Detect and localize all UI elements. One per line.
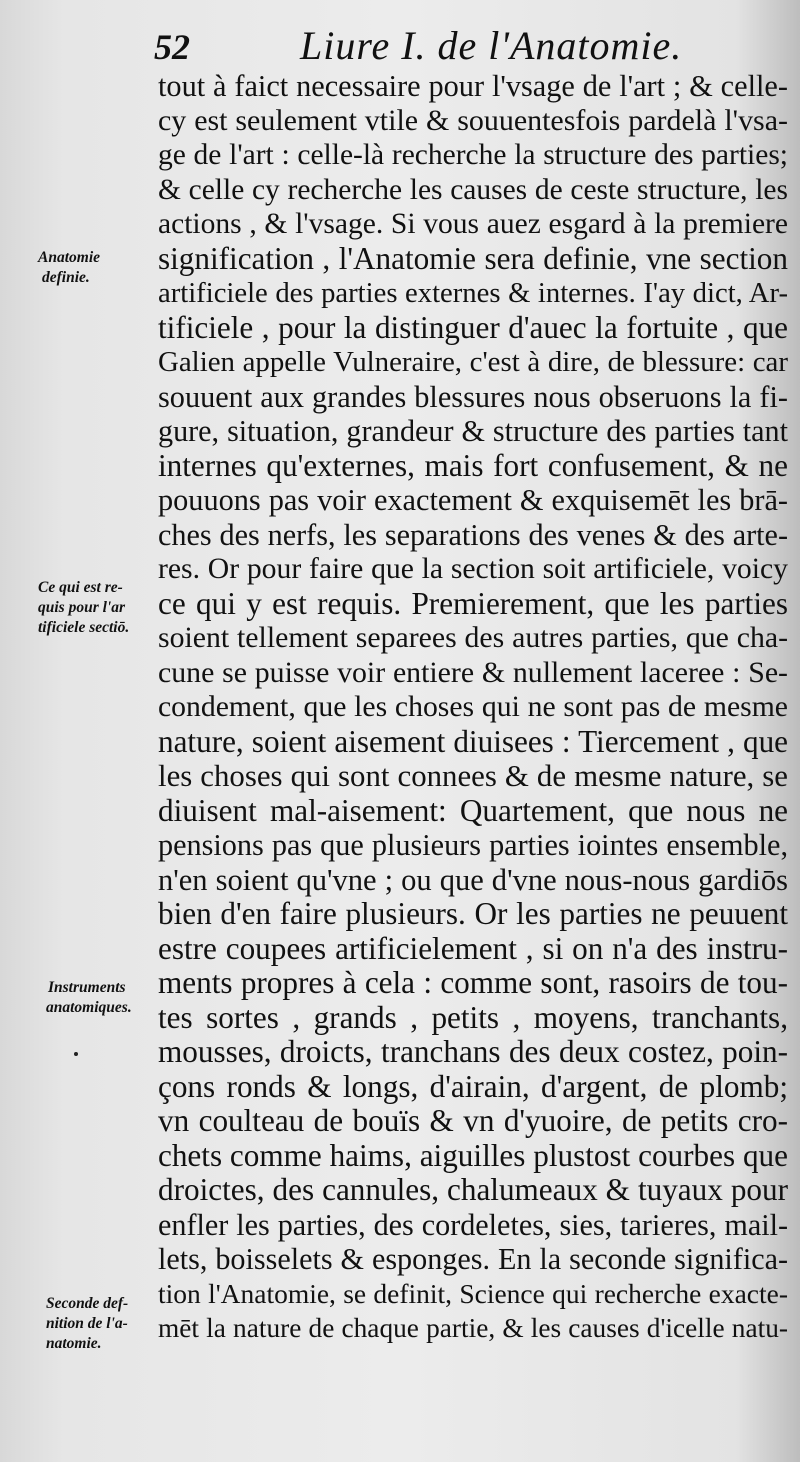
text-line: ches des nerfs, les separations des venes & des arte- bbox=[158, 517, 788, 552]
ink-dot bbox=[74, 1052, 78, 1056]
text-line: tion l'Anatomie, se definit, Science qui recherche exacte- bbox=[158, 1278, 788, 1309]
text-line: enfler les parties, des cordeletes, sies, tarieres, mail- bbox=[158, 1207, 788, 1242]
text-line: vn coulteau de bouïs & vn d'yuoire, de petits cro- bbox=[158, 1103, 788, 1138]
sidenote-line: Instruments bbox=[48, 979, 126, 996]
text-line: tes sortes , grands , petits , moyens, tranchants, bbox=[158, 999, 788, 1035]
text-line: internes qu'externes, mais fort confusement, & ne bbox=[158, 447, 788, 483]
text-line: cy est seulement vtile & souuentesfois pardelà l'vsa- bbox=[158, 103, 788, 137]
text-line: ments propres à cela : comme sont, rasoirs de tou- bbox=[158, 965, 788, 1000]
sidenote-line: quis pour l'ar bbox=[38, 599, 126, 616]
text-line: les choses qui sont connees & de mesme nature, se bbox=[158, 759, 788, 793]
text-line: diuisent mal-aisement: Quartement, que nous ne bbox=[158, 792, 788, 828]
text-line: tout à faict necessaire pour l'vsage de l'art ; & celle- bbox=[158, 69, 788, 103]
text-line: mēt la nature de chaque partie, & les causes d'icelle natu- bbox=[158, 1313, 788, 1343]
text-line: droictes, des cannules, chalumeaux & tuyaux pour bbox=[158, 1172, 788, 1207]
sidenote-line: anatomiques. bbox=[46, 999, 132, 1016]
text-line: pensions pas que plusieurs parties iointes ensemble, bbox=[158, 828, 788, 862]
sidenote-line: tificiele sectiō. bbox=[38, 619, 130, 636]
text-line: cune se puisse voir entiere & nullement laceree : Se- bbox=[158, 655, 788, 689]
text-line: estre coupees artificielement , si on n'a des instru- bbox=[158, 930, 788, 966]
sidenote-line: Anatomie bbox=[38, 249, 101, 266]
text-line: condement, que les choses qui ne sont pas de mesme bbox=[158, 691, 788, 723]
sidenote-line: Seconde def- bbox=[46, 1295, 129, 1312]
text-line: tificiele , pour la distinguer d'auec la fortuite , que bbox=[158, 309, 788, 345]
text-line: actions , & l'vsage. Si vous auez esgard à la premiere bbox=[158, 208, 788, 240]
sidenote-anatomie-definie bbox=[38, 248, 166, 288]
text-line: artificiele des parties externes & internes. I'ay dict, Ar- bbox=[158, 277, 788, 309]
sidenote-seconde-definition bbox=[38, 1294, 166, 1354]
running-head bbox=[150, 22, 683, 72]
text-line: ge de l'art : celle-là recherche la structure des parties; bbox=[158, 139, 788, 171]
text-line: pouuons pas voir exactement & exquisemēt les brā- bbox=[158, 483, 788, 517]
page-number: 52 bbox=[154, 27, 190, 67]
running-title: Liure I. de l'Anatomie. bbox=[300, 23, 683, 68]
text-line: n'en soient qu'vne ; ou que d'vne nous-nous gardiōs bbox=[158, 862, 788, 897]
text-line: signification , l'Anatomie sera definie, vne section bbox=[158, 240, 788, 276]
sidenote-ce-qui-est-requis bbox=[38, 578, 166, 638]
text-line: bien d'en faire plusieurs. Or les parties ne peuuent bbox=[158, 896, 788, 931]
sidenote-line: natomie. bbox=[46, 1335, 102, 1352]
sidenote-line: Ce qui est re- bbox=[38, 579, 123, 596]
sidenote-instruments-anatomiques bbox=[38, 978, 166, 1018]
sidenote-line: nition de l'a- bbox=[46, 1315, 128, 1332]
text-line: mousses, droicts, tranchans des deux costez, poin- bbox=[158, 1034, 788, 1069]
text-line: Galien appelle Vulneraire, c'est à dire, de blessure: car bbox=[158, 346, 788, 378]
text-line: nature, soient aisement diuisees : Tiercement , que bbox=[158, 723, 788, 759]
text-line: ce qui y est requis. Premierement, que les parties bbox=[158, 585, 788, 621]
text-line: çons ronds & longs, d'airain, d'argent, de plomb; bbox=[158, 1068, 788, 1104]
text-line: res. Or pour faire que la section soit artificiele, voicy bbox=[158, 553, 788, 585]
text-line: gure, situation, grandeur & structure des parties tant bbox=[158, 414, 788, 448]
body-text bbox=[158, 69, 788, 1346]
sidenote-line: definie. bbox=[42, 269, 90, 286]
text-line: chets comme haims, aiguilles plustost courbes que bbox=[158, 1137, 788, 1173]
text-line: lets, boisselets & esponges. En la seconde significa- bbox=[158, 1242, 788, 1276]
text-line: & celle cy recherche les causes de ceste structure, les bbox=[158, 173, 788, 206]
text-line: souuent aux grandes blessures nous obseruons la fi- bbox=[158, 379, 788, 414]
text-line: soient tellement separees des autres parties, que cha- bbox=[158, 621, 788, 654]
